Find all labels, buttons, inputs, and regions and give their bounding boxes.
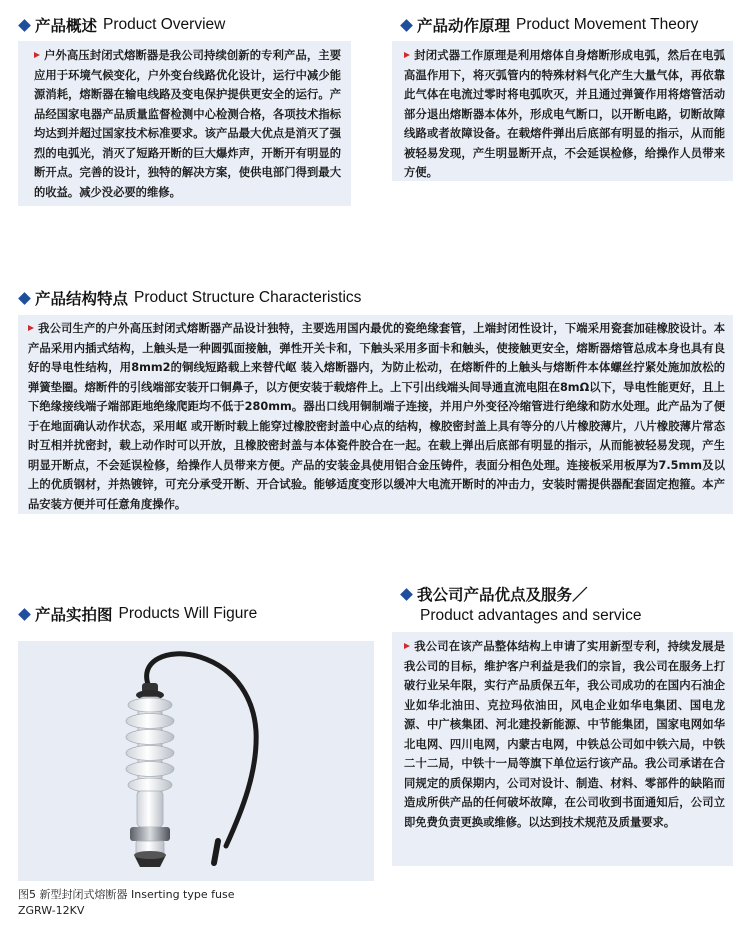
section-title-movement (402, 14, 698, 36)
movement-text-box (392, 41, 733, 181)
diamond-bullet-icon (18, 19, 31, 32)
diamond-bullet-icon (400, 588, 413, 601)
caption-line-2: ZGRW-12KV (18, 904, 85, 917)
section-title-figure (20, 603, 257, 625)
advantages-text: 我公司在该产品整体结构上申请了实用新型专利，持续发展是我公司的目标，维护客户利益是我们的宗旨，我公司在服务上打破行业呆年限，实行产品质保五年，我公司成功的在国内石油企业如华北油田、克拉玛依油田，风电企业如华电集团、国电龙源、中广核集团、河北建投新能源、中节能集团，国家电网如华北电网、四川电网，内蒙古电网，中铁总公司如中铁六局，中铁二十二局，中铁十一局等旗下单位运行该产品。我公司承诺在合同规定的质保期内，公司对设计、制造、材料、零部件的缺陷而造成所供产品的任何破坏故障，在公司收到书面通知后，公司立即免费负责更换或维修。以达到技术规范及质量要求。 (404, 640, 725, 829)
diamond-bullet-icon (18, 608, 31, 621)
title-cn: 产品结构特点 (35, 290, 129, 308)
diamond-bullet-icon (18, 292, 31, 305)
title-cn: 我公司产品优点及服务／ (417, 586, 588, 604)
advantages-text-box (392, 632, 733, 866)
title-en: Products Will Figure (118, 605, 258, 622)
fuse-illustration (18, 641, 374, 881)
title-en: Product Structure Characteristics (134, 289, 362, 306)
section-title-overview (20, 14, 225, 36)
red-arrow-bullet-icon (28, 325, 34, 331)
overview-text-box (18, 41, 351, 206)
title-en: Product advantages and service (420, 607, 642, 624)
red-arrow-bullet-icon (34, 52, 40, 58)
movement-text: 封闭式器工作原理是利用熔体自身熔断形成电弧，然后在电弧高温作用下，将灭弧管内的特殊材料气化产生大量气体，再依靠此气体在电流过零时将电弧吹灭，并且通过弹簧作用将熔管活动部分退出熔断器本体外，形成电气断口，以开断电路，切断故障线路或者故障设备。在载熔件弹出后底部有明显的指示，从而能被轻易发现，产生明显断开点，不会延误检修，给操作人员带来方便。 (404, 49, 725, 179)
title-en: Product Overview (103, 16, 226, 33)
red-arrow-bullet-icon (404, 643, 410, 649)
structure-text: 我公司生产的户外高压封闭式熔断器产品设计独特，主要选用国内最优的瓷绝缘套管，上端封闭性设计，下端采用瓷套加硅橡胶设计。本产品采用内插式结构，上触头是一种圆弧面接触，弹性开关卡和，下触头采用多面卡和触头，使接触更安全，熔断器熔管总成本身也具有良好的导电性结构，用8mm2的铜线短路载上来替代岖 装入熔断器内，为防止松动，在熔断件的上触头与熔断件本体螺丝拧紧处施加放松的弹簧垫圈。熔断件的引线端部安装开口铜鼻子，以方便安装于载熔件上。上下引出线端头间导通直流电阻在8mΩ以下，导电性能更好，且上下绝缘接线端子端部距地绝缘爬距均不低于280mm。器出口线用铜制端子连接，并用户外变径冷缩管进行绝缘和防水处理。此产品为了便于在地面确认动作状态，采用岖 或开断时载上能穿过橡胶密封盖中心点的结构，橡胶密封盖上具有等分的八片橡胶薄片，八片橡胶薄片常态时互相并扰密封，载上动作时可以开放，且橡胶密封盖与本体瓷件胶合在一起。在载上弹出后底部有明显的指示，从而能被轻易发现，产生明显开断点，不会延误检修，给操作人员带来方便。产品的安装金具使用铝合金压铸件，表面分相色处理。连接板采用板厚为7.5mm及以上的优质钢材，并热镀锌，可充分承受开断、开合试验。能够适度变形以缓冲大电流开断时的冲击力，安装时需提供器配套固定抱箍。本产品安装方便并可任意角度操作。 (28, 322, 725, 511)
product-photo (18, 641, 374, 881)
title-en: Product Movement Theory (516, 16, 699, 33)
caption-line-1: 图5 新型封闭式熔断器 Inserting type fuse (18, 888, 235, 901)
section-title-advantages (402, 583, 641, 625)
red-arrow-bullet-icon (404, 52, 410, 58)
diamond-bullet-icon (400, 19, 413, 32)
title-cn: 产品实拍图 (35, 606, 113, 624)
overview-text: 户外高压封闭式熔断器是我公司持续创新的专利产品，主要应用于环境气候变化，户外变台线路优化设计，运行中减少能源消耗，熔断器在输电线路及变电保护提供更安全的运行。产品经国家电器产品质量监督检测中心检测合格，各项技术指标均达到并超过国家技术标准要求。该产品最大优点是消灭了强烈的电弧光，消灭了短路开断的巨大爆炸声，开断开有明显的断开点。完善的设计，独特的解决方案，使供电部门得到最大的收益。减少没必要的维修。 (34, 49, 341, 199)
figure-caption (18, 887, 234, 919)
structure-text-box (18, 315, 733, 514)
title-cn: 产品概述 (35, 17, 98, 35)
section-title-structure (20, 287, 361, 309)
title-cn: 产品动作原理 (417, 17, 511, 35)
